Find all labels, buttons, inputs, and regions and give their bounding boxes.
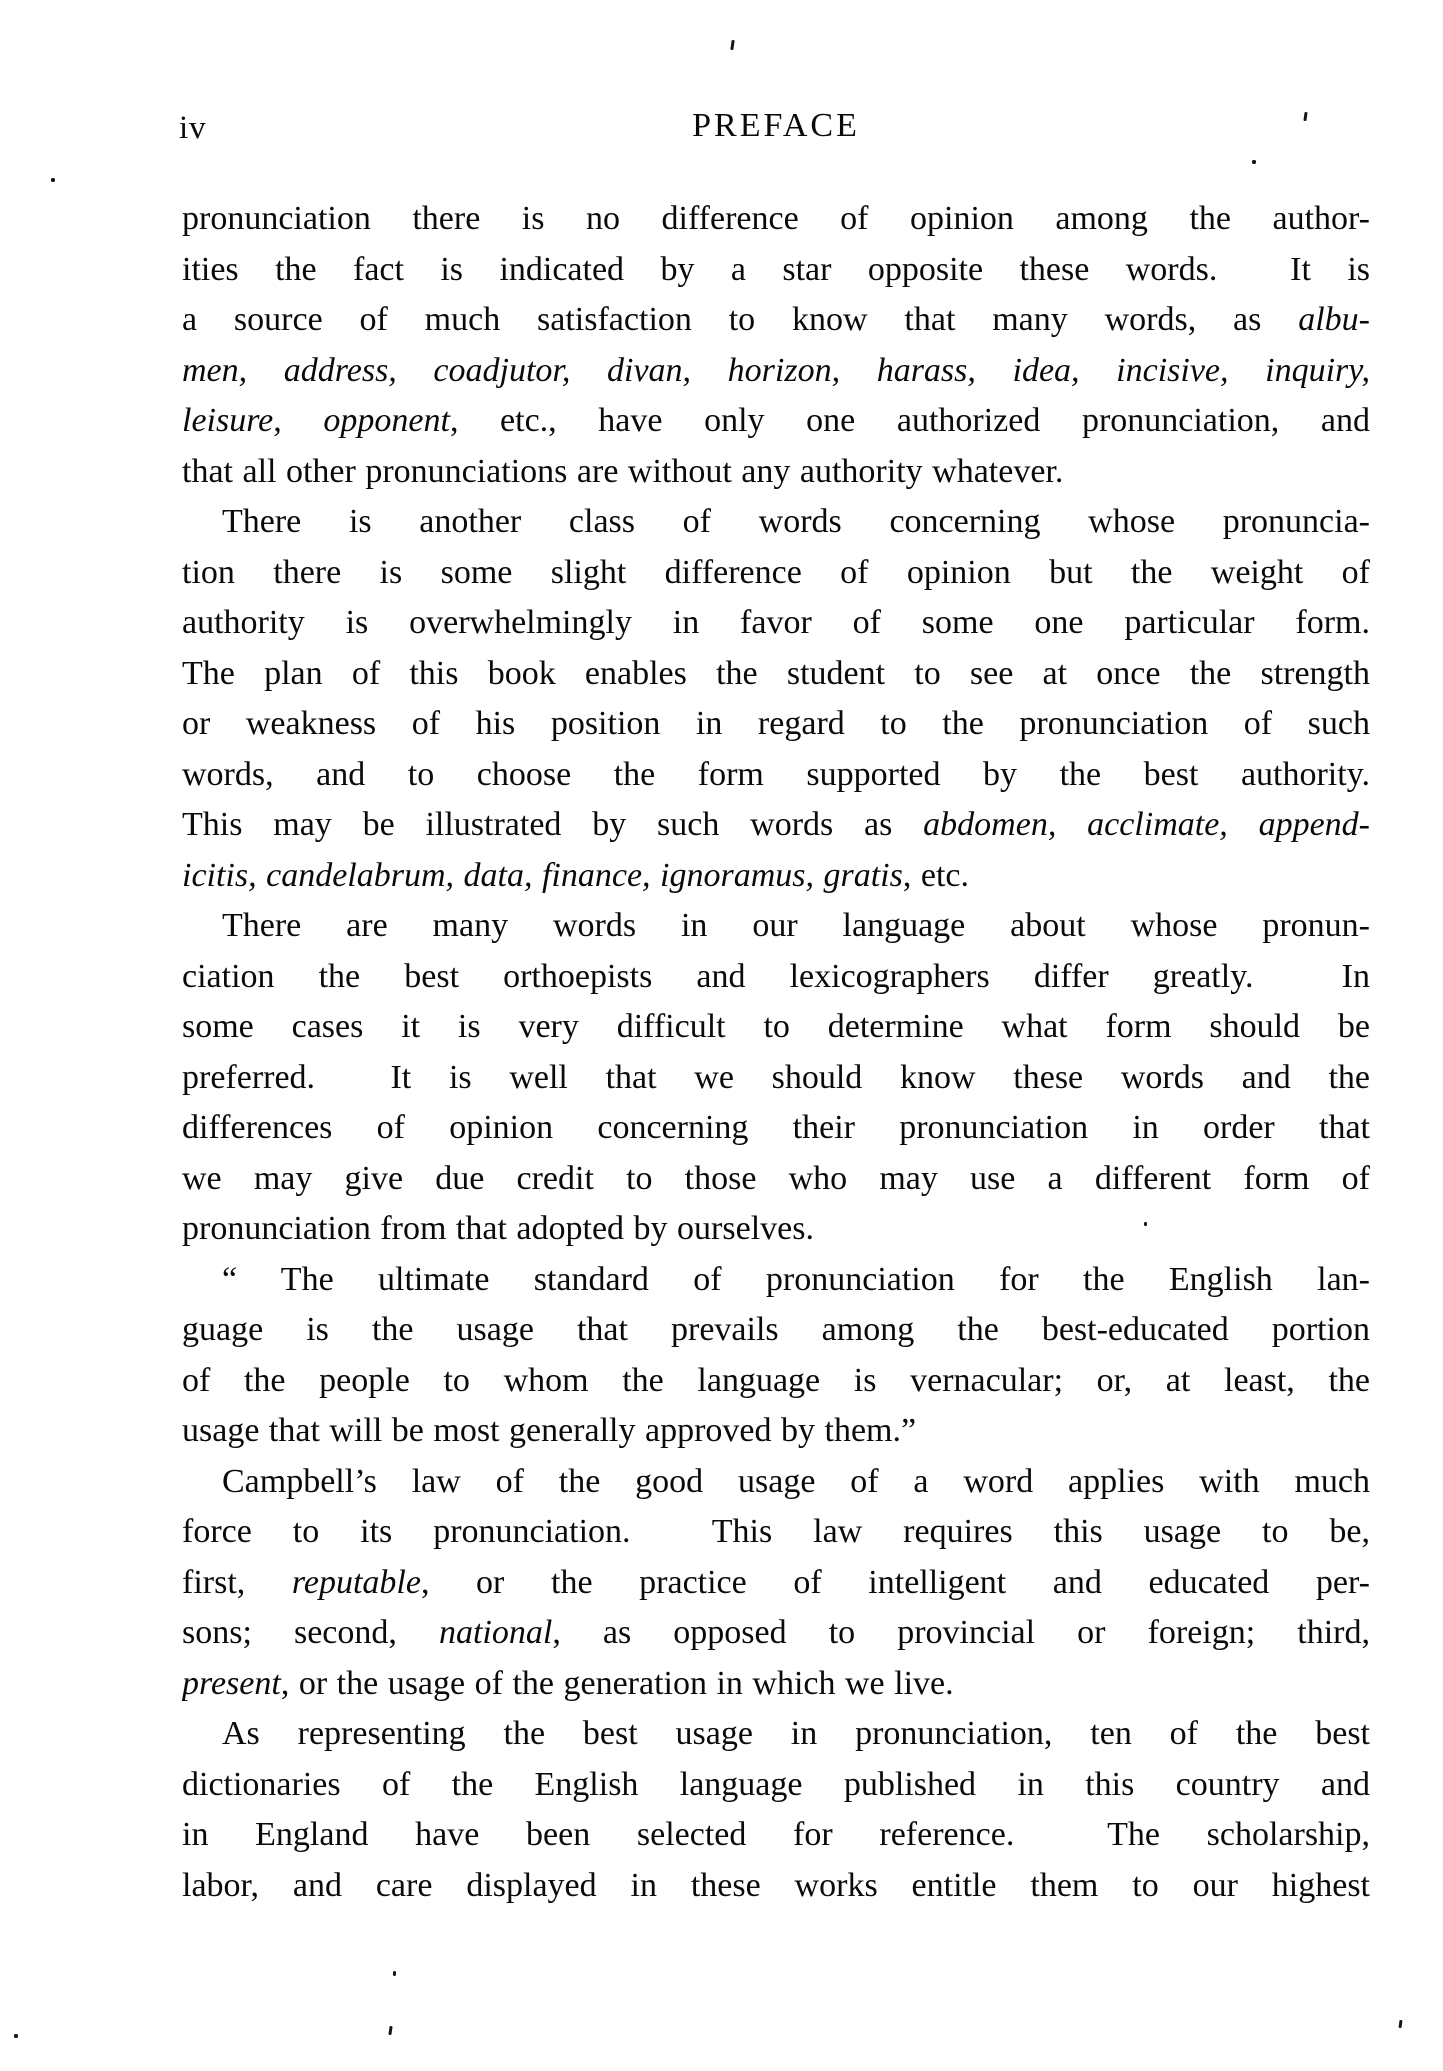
page-title: PREFACE xyxy=(692,107,860,144)
italic-text-segment: men, address, coadjutor, divan, horizon, harass, idea, incisive, inquiry, xyxy=(182,351,1370,389)
text-segment: , as opposed to provincial or foreign; third, xyxy=(552,1614,1370,1651)
text-segment: authority is overwhelmingly in favor of some one particular form. xyxy=(182,604,1370,641)
text-segment: ciation the best orthoepists and lexicographers differ greatly. In xyxy=(182,957,1370,995)
text-segment: or weakness of his position in regard to the pronunciation of such xyxy=(182,705,1370,742)
text-line xyxy=(182,851,1370,902)
text-segment: pronunciation from that adopted by ourselves. xyxy=(182,1210,814,1247)
text-segment: sons; second, xyxy=(182,1614,439,1651)
ink-speck xyxy=(1398,2020,1402,2028)
text-segment: that all other pronunciations are without any authority whatever. xyxy=(182,452,1064,490)
text-line xyxy=(182,194,1370,245)
ink-speck xyxy=(1144,1222,1147,1226)
text-line xyxy=(182,396,1370,447)
text-line xyxy=(182,447,1370,498)
text-segment: a source of much satisfaction to know that many words, as xyxy=(182,301,1299,338)
text-line xyxy=(182,800,1370,851)
text-line xyxy=(182,1204,1370,1255)
text-line xyxy=(182,346,1370,397)
text-segment: “ The ultimate standard of pronunciation for the English lan- xyxy=(222,1260,1370,1298)
text-line xyxy=(182,1659,1370,1710)
text-line xyxy=(182,649,1370,700)
text-segment: As representing the best usage in pronunciation, ten of the best xyxy=(222,1715,1370,1752)
text-line xyxy=(182,1457,1370,1508)
text-segment: some cases it is very difficult to determine what form should be xyxy=(182,1008,1370,1045)
paragraph xyxy=(182,1457,1370,1710)
text-line xyxy=(182,1709,1370,1760)
ink-speck xyxy=(388,2026,392,2035)
ink-speck xyxy=(1252,160,1256,164)
text-line xyxy=(182,1002,1370,1053)
text-line xyxy=(182,1103,1370,1154)
paragraph xyxy=(182,901,1370,1255)
text-segment: we may give due credit to those who may use a different form of xyxy=(182,1159,1370,1197)
text-line xyxy=(182,1356,1370,1407)
text-line xyxy=(182,1760,1370,1811)
italic-text-segment: reputable xyxy=(291,1563,421,1601)
text-line xyxy=(182,548,1370,599)
text-segment: , or the practice of intelligent and educated per- xyxy=(420,1563,1370,1601)
text-segment: , etc., have only one authorized pronunciation, and xyxy=(449,402,1370,439)
paragraph xyxy=(182,497,1370,901)
text-line xyxy=(182,1255,1370,1306)
paragraph xyxy=(182,1709,1370,1911)
text-line xyxy=(182,901,1370,952)
ink-speck xyxy=(730,40,734,50)
text-line xyxy=(182,245,1370,296)
text-line xyxy=(182,1507,1370,1558)
text-segment: in England have been selected for reference. The scholarship, xyxy=(182,1816,1370,1853)
italic-text-segment: leisure, opponent xyxy=(182,402,450,439)
text-segment: guage is the usage that prevails among the best-educated portion xyxy=(182,1311,1370,1348)
text-line xyxy=(182,1608,1370,1659)
text-segment: ities the fact is indicated by a star opposite these words. It is xyxy=(182,250,1370,288)
text-segment: first, xyxy=(182,1563,292,1601)
text-line xyxy=(182,699,1370,750)
ink-speck xyxy=(14,2034,18,2038)
text-line xyxy=(182,1861,1370,1912)
text-segment: differences of opinion concerning their pronunciation in order that xyxy=(182,1109,1370,1146)
text-segment: of the people to whom the language is vernacular; or, at least, the xyxy=(182,1361,1370,1399)
text-segment: There is another class of words concerning whose pronuncia- xyxy=(222,503,1370,540)
text-line xyxy=(182,1558,1370,1609)
text-segment: tion there is some slight difference of opinion but the weight of xyxy=(182,553,1370,591)
text-segment: usage that will be most generally approved by them.” xyxy=(182,1412,917,1449)
text-segment: pronunciation there is no difference of opinion among the author- xyxy=(182,200,1370,237)
text-segment: words, and to choose the form supported by the best authority. xyxy=(182,755,1370,793)
ink-speck xyxy=(393,1971,396,1976)
text-segment: , or the usage of the generation in which we live. xyxy=(280,1664,954,1702)
text-segment: This may be illustrated by such words as xyxy=(182,806,924,843)
text-line xyxy=(182,1053,1370,1104)
ink-speck xyxy=(51,178,55,182)
text-segment: force to its pronunciation. This law requires this usage to be, xyxy=(182,1513,1370,1550)
text-segment: There are many words in our language about whose pronun- xyxy=(222,907,1370,944)
italic-text-segment: national xyxy=(438,1614,553,1651)
page-number: iv xyxy=(179,110,207,146)
text-line xyxy=(182,598,1370,649)
text-line xyxy=(182,1810,1370,1861)
text-segment: Campbell’s law of the good usage of a word applies with much xyxy=(222,1462,1370,1500)
text-segment: labor, and care displayed in these works entitle them to our highest xyxy=(182,1866,1370,1904)
text-line xyxy=(182,952,1370,1003)
text-segment: preferred. It is well that we should know these words and the xyxy=(182,1058,1370,1096)
text-segment: The plan of this book enables the student to see at once the strength xyxy=(182,654,1370,692)
text-line xyxy=(182,1305,1370,1356)
text-segment: , etc. xyxy=(902,856,969,894)
italic-text-segment: present xyxy=(182,1664,281,1702)
italic-text-segment: albu- xyxy=(1298,301,1370,338)
paragraph xyxy=(182,1255,1370,1457)
paragraph xyxy=(182,194,1370,497)
text-line xyxy=(182,1406,1370,1457)
text-line xyxy=(182,1154,1370,1205)
italic-text-segment: abdomen, acclimate, append- xyxy=(923,806,1370,843)
preface-body-text xyxy=(182,194,1370,1911)
text-line xyxy=(182,497,1370,548)
text-segment: dictionaries of the English language published in this country and xyxy=(182,1765,1370,1803)
text-line xyxy=(182,750,1370,801)
italic-text-segment: icitis, candelabrum, data, finance, ignoramus, gratis xyxy=(182,856,903,894)
text-line xyxy=(182,295,1370,346)
